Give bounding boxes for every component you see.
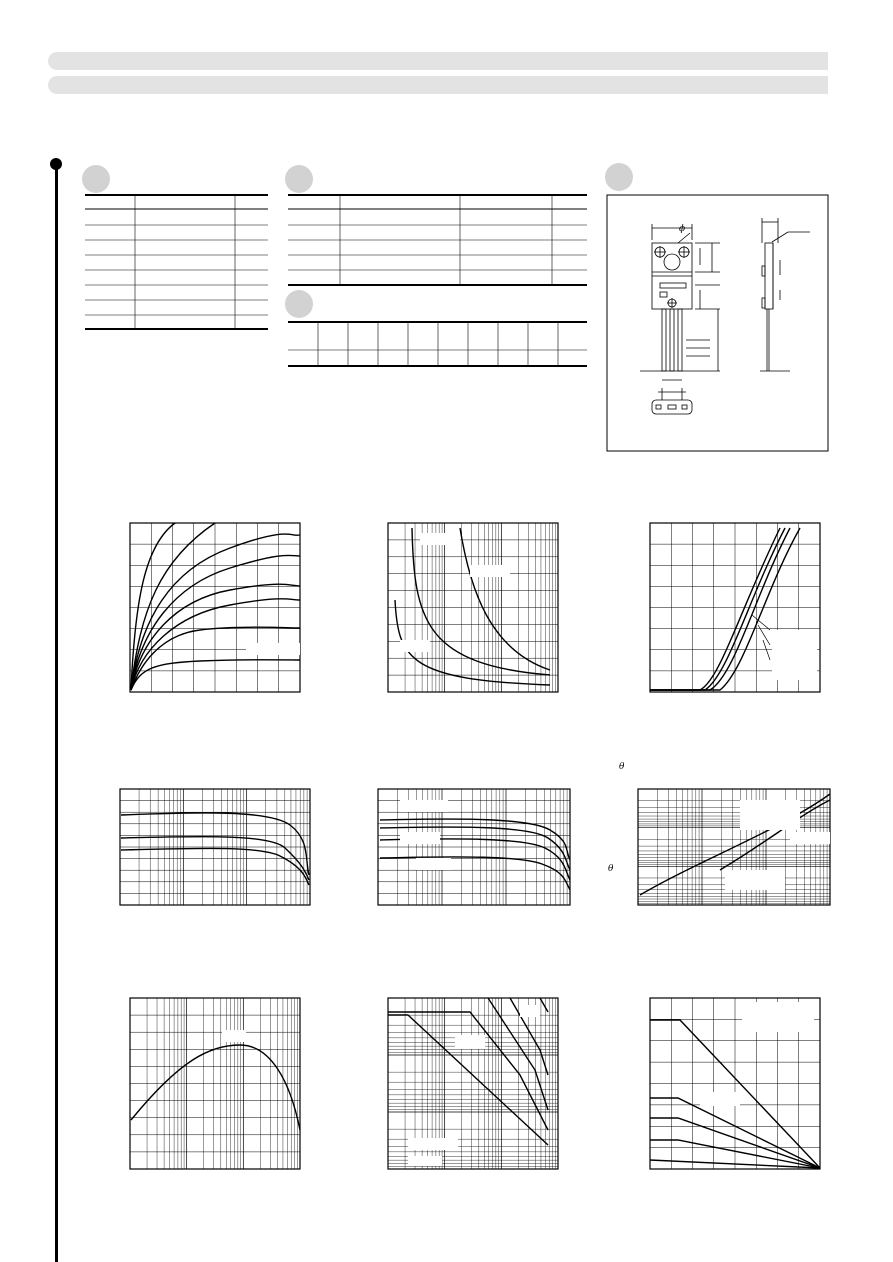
graph-2: [388, 523, 558, 692]
table-1: [85, 195, 268, 329]
graph-4: [120, 789, 310, 905]
theta-symbol-top: θ: [619, 762, 625, 772]
characteristic-graphs: [120, 523, 830, 1169]
phi-symbol: ϕ: [679, 224, 686, 234]
package-outline-drawing: [607, 195, 828, 451]
theta-symbol-side: θ: [608, 864, 614, 874]
graph-7: [130, 998, 300, 1169]
table-2: [288, 195, 587, 285]
table-3: [288, 322, 587, 366]
